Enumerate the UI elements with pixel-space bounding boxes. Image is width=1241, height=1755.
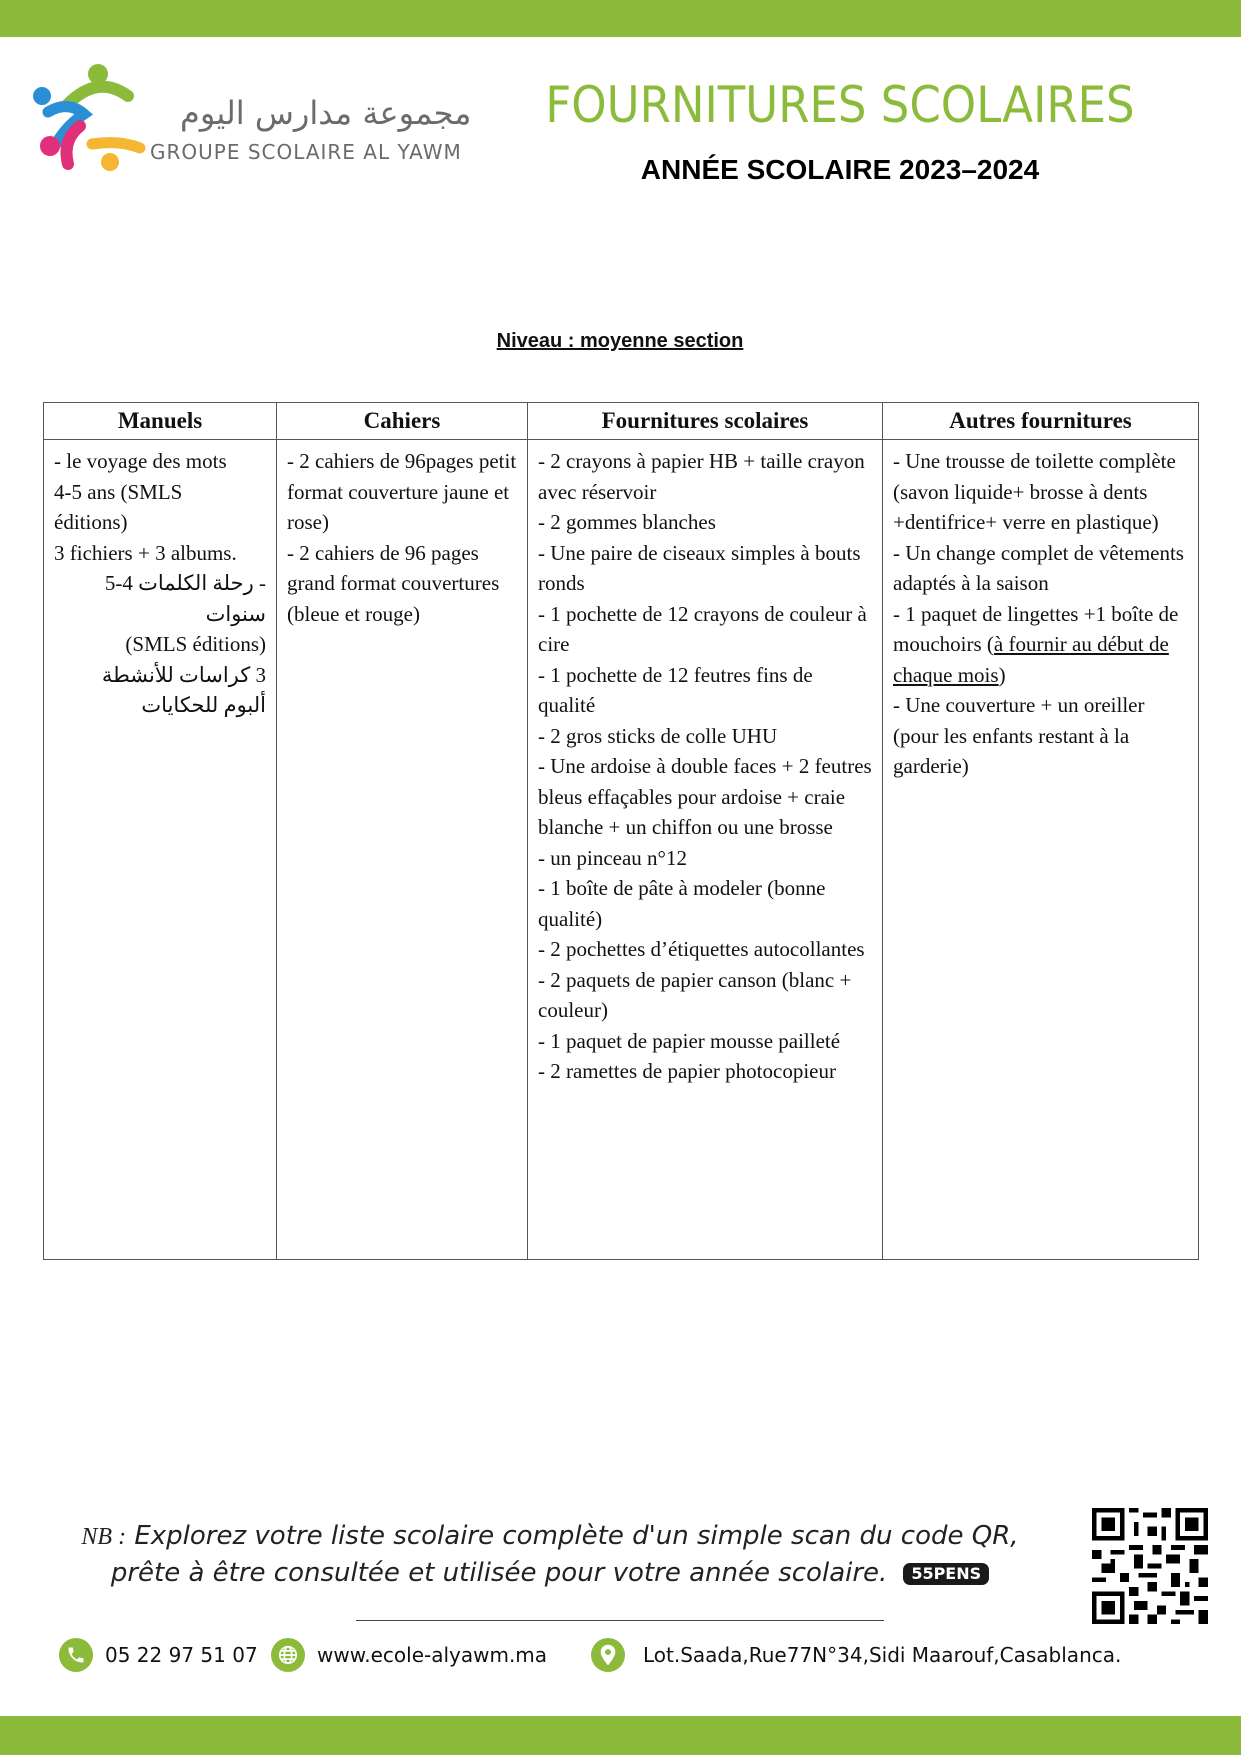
header-fournitures: Fournitures scolaires: [528, 403, 883, 440]
list-item: - 2 ramettes de papier photocopieur: [538, 1059, 836, 1083]
location-pin-icon: [591, 1638, 625, 1672]
list-item: - Un change complet de vêtements adaptés à la saison: [893, 540, 1184, 595]
phone-icon: [59, 1638, 93, 1672]
list-item: 3 fichiers + 3 albums.: [54, 540, 237, 565]
list-item: - Une paire de ciseaux simples à bouts ronds: [538, 540, 861, 595]
top-green-bar: [0, 0, 1241, 37]
contact-website: [271, 1637, 547, 1673]
logo-school-name: GROUPE SCOLAIRE AL YAWM: [150, 140, 462, 164]
list-item: - 1 boîte de pâte à modeler (bonne qualité): [538, 876, 826, 931]
list-item: éditions): [54, 510, 128, 534]
logo-figures-icon: [28, 64, 178, 194]
nb-line-1: [40, 1518, 1060, 1555]
contact-address: [591, 1637, 1121, 1673]
list-item: [893, 599, 1188, 691]
list-item: - 1 pochette de 12 feutres fins de qualité: [538, 662, 813, 717]
list-item: - le voyage des mots: [54, 449, 227, 473]
list-item: - un pinceau n°12: [538, 845, 687, 870]
address-text: Lot.Saada,Rue77N°34,Sidi Maarouf,Casablanca.: [643, 1643, 1122, 1667]
list-item: - 1 paquet de papier mousse pailleté: [538, 1028, 841, 1053]
fournitures-cell: [528, 440, 883, 1260]
table-row: [44, 440, 1199, 1260]
page-title: FOURNITURES SCOLAIRES: [545, 76, 1135, 134]
nb-note: [40, 1518, 1060, 1591]
list-item: ألبوم للحكايات: [141, 693, 266, 717]
pens-logo: 55PENS: [903, 1563, 989, 1585]
contact-phone: [59, 1637, 258, 1673]
list-item: - Une ardoise à double faces + 2 feutres bleus effaçables pour ardoise + craie blanche + un chiffon ou une brosse: [538, 754, 872, 839]
list-item: - Une trousse de toilette complète (savon liquide+ brosse à dents +dentifrice+ verre en plastique): [893, 449, 1176, 534]
list-item: - Une couverture + un oreiller (pour les enfants restant à la garderie): [893, 693, 1145, 778]
list-item: - 2 cahiers de 96 pages grand format couvertures (bleue et rouge): [287, 540, 500, 626]
level-heading: Niveau : moyenne section: [496, 330, 744, 352]
list-item: 4-5 ans (SMLS: [54, 479, 183, 504]
phone-number[interactable]: 05 22 97 51 07: [105, 1643, 258, 1667]
bottom-green-bar: [0, 1716, 1241, 1755]
nb-label: NB :: [81, 1524, 127, 1550]
list-item: - 2 cahiers de 96pages petit format couverture jaune et rose): [287, 449, 517, 534]
autres-cell: [883, 440, 1199, 1260]
list-item: - 2 pochettes d’étiquettes autocollantes: [538, 937, 865, 961]
list-item: - 2 paquets de papier canson (blanc + couleur): [538, 967, 852, 1022]
nb-text-2: prête à être consultée et utilisée pour votre année scolaire.: [110, 1558, 888, 1588]
school-logo: [28, 64, 472, 194]
footer-divider: [356, 1620, 884, 1621]
logo-arabic-name: مجموعة مدارس اليوم: [180, 94, 472, 132]
list-item-text: - 1 paquet de lingettes +1 boîte de mouchoirs (: [893, 601, 1179, 656]
list-item: - رحلة الكلمات 4-5 سنوات: [104, 571, 266, 626]
cahiers-cell: [277, 440, 528, 1260]
list-item: - 2 crayons à papier HB + taille crayon avec réservoir: [538, 449, 865, 504]
list-item-note: à fournir au début de chaque mois: [893, 632, 1169, 687]
nb-line-2: [40, 1555, 1060, 1591]
list-item: - 2 gommes blanches: [538, 510, 716, 534]
qr-code-icon[interactable]: [1092, 1508, 1208, 1624]
website-link[interactable]: www.ecole-alyawm.ma: [317, 1643, 548, 1667]
nb-text-1: Explorez votre liste scolaire complète d'un simple scan du code QR,: [134, 1521, 1019, 1551]
globe-icon: [271, 1638, 305, 1672]
supplies-table: [43, 402, 1199, 1260]
header-cahiers: Cahiers: [277, 403, 528, 440]
header-manuels: Manuels: [44, 403, 277, 440]
header-autres: Autres fournitures: [883, 403, 1199, 440]
school-year: ANNÉE SCOLAIRE 2023–2024: [640, 154, 1040, 185]
table-header-row: [44, 403, 1199, 440]
list-item-text: ): [998, 662, 1006, 687]
list-item: - 1 pochette de 12 crayons de couleur à cire: [538, 601, 867, 656]
list-item: 3 كراسات للأنشطة: [101, 662, 266, 687]
list-item: - 2 gros sticks de colle UHU: [538, 723, 778, 748]
manuels-cell: [44, 440, 277, 1260]
list-item: (SMLS éditions): [125, 632, 266, 656]
